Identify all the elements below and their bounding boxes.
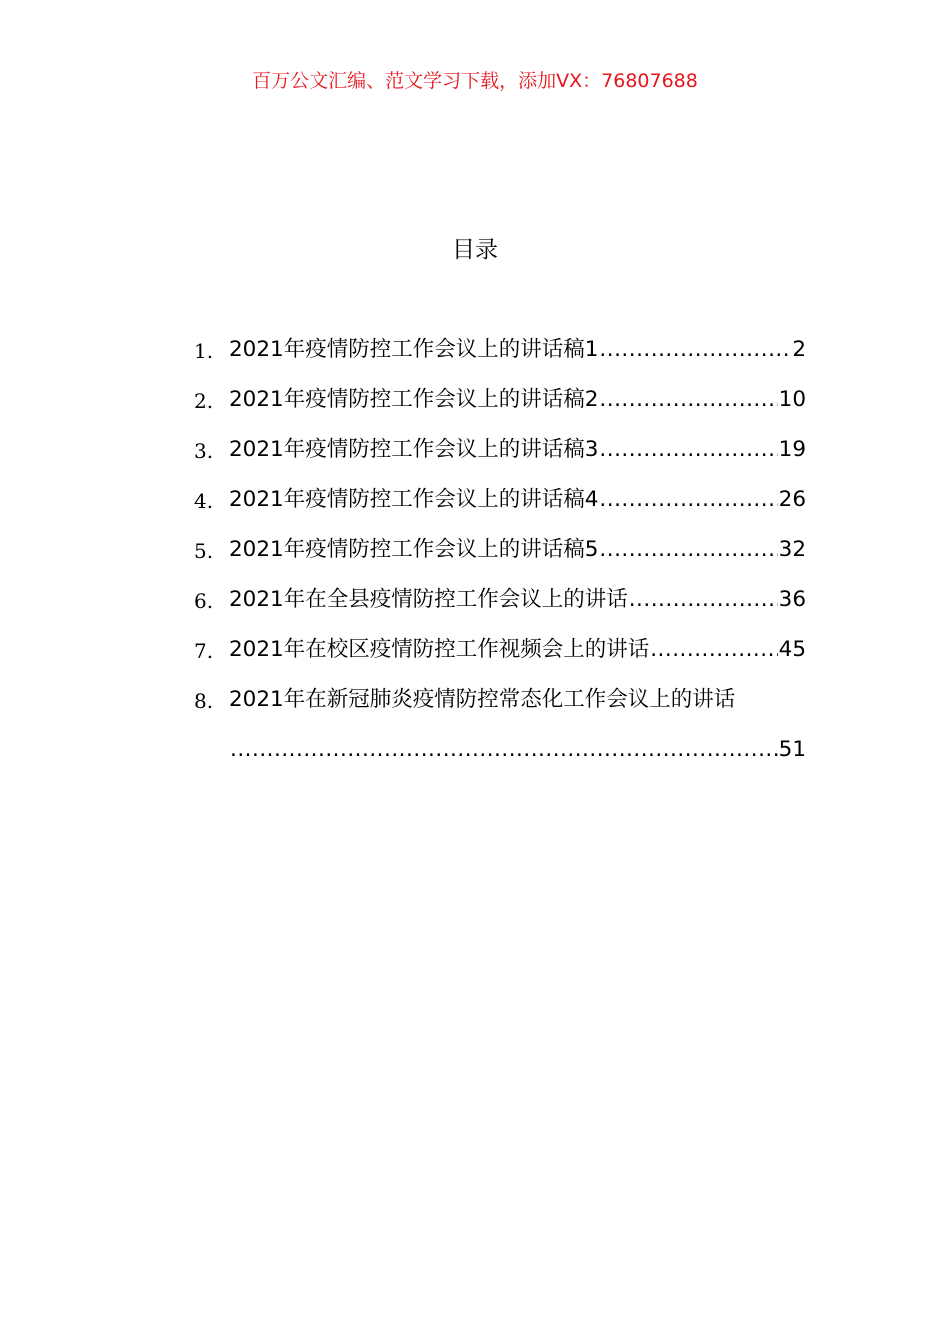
toc-entry-title: 2021年疫情防控工作会议上的讲话稿5 — [229, 537, 599, 562]
toc-entry-title: 2021年在校区疫情防控工作视频会上的讲话 — [229, 637, 650, 662]
toc-entry-4[interactable] — [190, 482, 806, 532]
toc-entry-number: 8. — [194, 689, 214, 713]
toc-entry-number: 5. — [194, 539, 214, 563]
toc-entry-page: 19 — [778, 437, 806, 462]
toc-entry-title: 2021年疫情防控工作会议上的讲话稿3 — [229, 437, 599, 462]
toc-entry-6[interactable] — [190, 582, 806, 632]
toc-entry-8[interactable] — [190, 682, 806, 782]
header-watermark-note: 百万公文汇编、范文学习下载，添加VX：76807688 — [252, 70, 698, 92]
toc-entry-page: 51 — [778, 737, 806, 762]
toc-entry-number: 7. — [194, 639, 214, 663]
toc-dot-leader — [599, 332, 791, 368]
toc-entry-page: 32 — [778, 537, 806, 562]
toc-entry-number: 1. — [194, 339, 214, 363]
toc-dot-leader — [599, 532, 777, 568]
toc-dot-leader — [629, 582, 778, 618]
toc-entry-page: 10 — [778, 387, 806, 412]
toc-entry-title: 2021年疫情防控工作会议上的讲话稿4 — [229, 487, 599, 512]
toc-entry-title: 2021年在新冠肺炎疫情防控常态化工作会议上的讲话 — [229, 687, 736, 712]
toc-entry-page: 36 — [778, 587, 806, 612]
toc-entry-2[interactable] — [190, 382, 806, 432]
toc-dot-leader — [599, 382, 777, 418]
toc-entry-1[interactable] — [190, 332, 806, 382]
toc-entry-5[interactable] — [190, 532, 806, 582]
toc-entry-page: 45 — [778, 637, 806, 662]
toc-entry-number: 2. — [194, 389, 214, 413]
toc-entry-number: 4. — [194, 489, 214, 513]
toc-entry-page: 2 — [792, 337, 806, 362]
toc-dot-leader — [230, 732, 778, 768]
toc-entry-number: 3. — [194, 439, 214, 463]
toc-entry-title: 2021年在全县疫情防控工作会议上的讲话 — [229, 587, 628, 612]
toc-entry-page: 26 — [778, 487, 806, 512]
toc-dot-leader — [650, 632, 777, 668]
toc-entry-7[interactable] — [190, 632, 806, 682]
toc-dot-leader — [599, 482, 777, 518]
toc-title: 目录 — [452, 237, 498, 263]
toc-entry-title: 2021年疫情防控工作会议上的讲话稿2 — [229, 387, 599, 412]
toc-entry-3[interactable] — [190, 432, 806, 482]
table-of-contents — [190, 332, 806, 782]
toc-entry-title: 2021年疫情防控工作会议上的讲话稿1 — [229, 337, 599, 362]
toc-dot-leader — [599, 432, 777, 468]
toc-entry-number: 6. — [194, 589, 214, 613]
